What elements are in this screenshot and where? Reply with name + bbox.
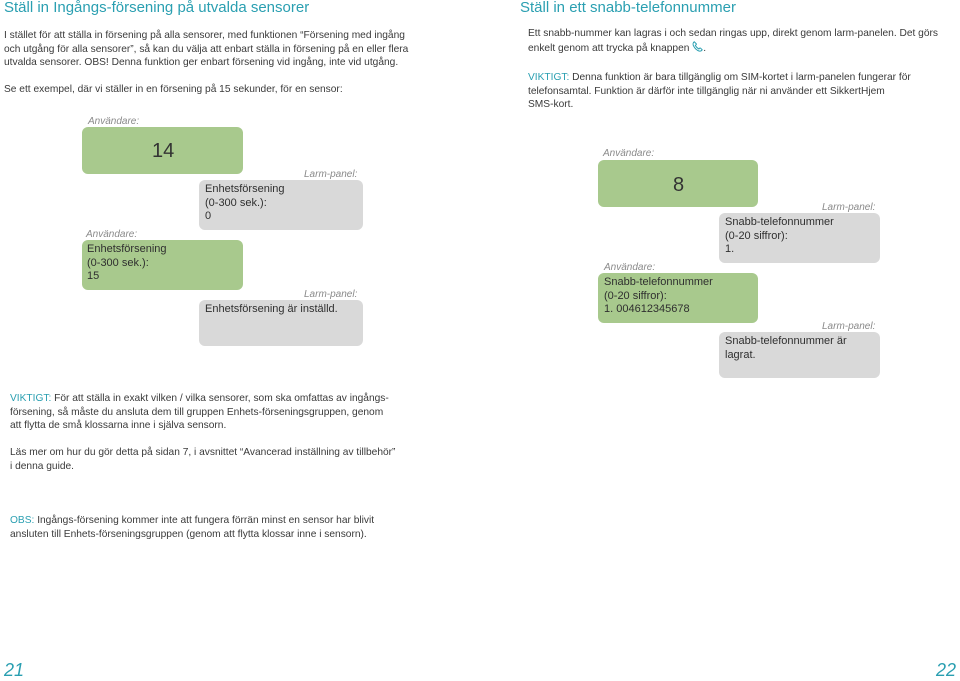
panel-message-line: Snabb-telefonnummer [725,216,834,228]
panel-message-text [719,332,880,362]
user-message-bubble [82,127,243,174]
phone-icon [692,41,703,52]
obs-line: ansluten till Enhets-förseningsgruppen (genom att flytta klossar inne i sensorn). [10,528,367,540]
panel-message-bubble [719,213,880,263]
user-message-text [598,273,758,317]
user-label: Användare: [88,116,140,127]
panel-message-bubble [199,180,363,230]
panel-message-line: lagrat. [725,348,756,361]
viktigt-line: SMS-kort. [528,99,574,110]
right-page-heading: Ställ in ett snabb-telefonnummer [520,0,736,16]
user-message-bubble [598,160,758,207]
panel-label: Larm-panel: [822,321,876,332]
viktigt-line: att flytta de små klossarna inne i själva sensorn. [10,420,227,431]
user-message-line: (0-300 sek.): [87,256,149,269]
left-intro-line: och utgång för alla sensorer”, så kan du välja att enbart ställa in försening på en eller flera [4,43,409,55]
obs-line: Ingångs-försening kommer inte att fungera förrän minst en sensor har blivit [34,515,375,526]
viktigt-line: försening, så måste du ansluta dem till gruppen Enhets-förseningsgruppen, genom [10,406,384,418]
right-intro-paragraph [528,27,953,55]
right-intro-punct: . [703,42,707,54]
left-page-heading: Ställ in Ingångs-försening på utvalda sensorer [4,0,310,16]
panel-message-text: Enhetsförsening är inställd. [205,303,338,315]
panel-message-bubble [199,300,363,346]
user-message-line: 15 [87,270,100,282]
panel-message-text [199,180,363,224]
left-intro-line: I stället för att ställa in försening på alla sensorer, med funktionen “Försening med ingång [4,30,405,41]
user-label: Användare: [604,262,656,273]
right-intro-line: Ett snabb-nummer kan lagras i och sedan ringas upp, direkt genom larm-panelen. Det görs [528,28,938,39]
viktigt-line: telefonsamtal. Funktion är därför inte tillgänglig när ni använder ett SikkertHjem [528,85,885,97]
panel-label: Larm-panel: [822,202,876,213]
obs-note [10,514,440,541]
panel-message-line: (0-300 sek.): [205,196,267,209]
left-example-text: Se ett exempel, där vi ställer in en försening på 15 sekunder, för en sensor: [4,84,343,95]
left-intro-line: utvalda sensorer. OBS! Denna funktion ger enbart försening vid ingång, inte vid utgång. [4,57,399,68]
viktigt-line: Denna funktion är bara tillgänglig om SIM-kortet i larm-panelen fungerar för [569,72,911,83]
read-more-note [10,446,440,473]
page-number-left: 21 [4,660,25,680]
user-message-bubble [82,240,243,290]
panel-message-bubble [719,332,880,378]
left-intro-paragraph [4,29,464,70]
panel-message-line: (0-20 siffror): [725,229,788,242]
user-message-line: 1. 004612345678 [604,303,690,315]
user-message-line: Enhetsförsening [87,243,167,255]
viktigt-label: VIKTIGT: [528,72,570,83]
panel-message-text [719,213,880,257]
user-label: Användare: [603,148,655,159]
read-more-line: Läs mer om hur du gör detta på sidan 7, i avsnittet “Avancerad inställning av tillbehör” [10,447,396,458]
user-label: Användare: [86,229,138,240]
panel-message-line: 0 [205,210,212,222]
panel-message-line: Enhetsförsening [205,183,285,195]
panel-label: Larm-panel: [304,169,358,180]
right-intro-line: enkelt genom att trycka på knappen [528,42,690,54]
viktigt-label: VIKTIGT: [10,393,52,404]
viktigt-line: För att ställa in exakt vilken / vilka sensorer, som ska omfattas av ingångs- [51,393,389,404]
obs-label: OBS: [10,515,35,526]
bubble-value: 14 [152,140,175,162]
panel-message-line: Snabb-telefonnummer är [725,335,847,347]
panel-message-line: 1. [725,243,735,255]
panel-label: Larm-panel: [304,289,358,300]
right-viktigt-note [528,71,953,112]
user-message-bubble [598,273,758,323]
bubble-value: 8 [673,174,685,196]
user-message-line: Snabb-telefonnummer [604,276,713,288]
read-more-line: i denna guide. [10,460,75,472]
left-viktigt-note [10,392,430,433]
user-message-line: (0-20 siffror): [604,289,667,302]
page-number-right: 22 [936,660,957,680]
user-message-text [82,240,243,284]
